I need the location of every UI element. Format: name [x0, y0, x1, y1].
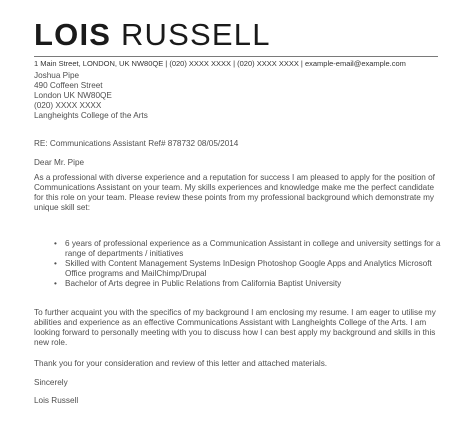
subject-line: RE: Communications Assistant Ref# 878732 08/05/2014	[34, 139, 239, 148]
recipient-street: 490 Coffeen Street	[34, 81, 103, 90]
sender-last-name: RUSSELL	[120, 17, 271, 52]
bullet-marker: •	[54, 239, 57, 248]
recipient-address	[34, 71, 444, 121]
list-item-text: 6 years of professional experience as a Communication Assistant in college and university settings for a range of departments / initiatives	[65, 239, 441, 258]
list-item	[34, 279, 444, 289]
bullet-marker: •	[54, 279, 57, 288]
sender-contact-line: 1 Main Street, LONDON, UK NW80QE | (020) XXXX XXXX | (020) XXXX XXXX | example-email@example.com	[34, 59, 406, 68]
recipient-name: Joshua Pipe	[34, 71, 80, 80]
closing: Sincerely	[34, 378, 68, 387]
recipient-phone: (020) XXXX XXXX	[34, 101, 102, 110]
sender-first-name: LOIS	[34, 17, 112, 52]
list-item	[34, 239, 444, 259]
header-divider	[34, 56, 438, 57]
bullet-marker: •	[54, 259, 57, 268]
list-item-text: Bachelor of Arts degree in Public Relations from California Baptist University	[65, 279, 342, 288]
signer-name: Lois Russell	[34, 396, 79, 405]
list-item-text: Skilled with Content Management Systems InDesign Photoshop Google Apps and Analytics Microsoft Office programs and MailChimp/Drupal	[65, 259, 432, 278]
body-paragraph: To further acquaint you with the specifics of my background I am enclosing my resume. I am eager to utilise my abilities and experience as an effective Communications Assistant with Langheights College of the Arts. I am looking forward to personally meeting with you to discuss how I can best apply my background and skills in this new role.	[34, 308, 436, 347]
thanks-paragraph: Thank you for your consideration and review of this letter and attached materials.	[34, 359, 328, 368]
sender-name	[34, 19, 271, 51]
salutation: Dear Mr. Pipe	[34, 158, 85, 167]
intro-paragraph: As a professional with diverse experience and a reputation for success I am pleased to apply for the position of Communications Assistant on your team. My skills experiences and knowledge make me the perfect candidate for this role on your team. Please review these points from my professional background which demonstrate my unique skill set:	[34, 173, 435, 212]
recipient-city: London UK NW80QE	[34, 91, 112, 100]
qualifications-list	[34, 239, 444, 289]
recipient-organization: Langheights College of the Arts	[34, 111, 148, 120]
list-item	[34, 259, 444, 279]
